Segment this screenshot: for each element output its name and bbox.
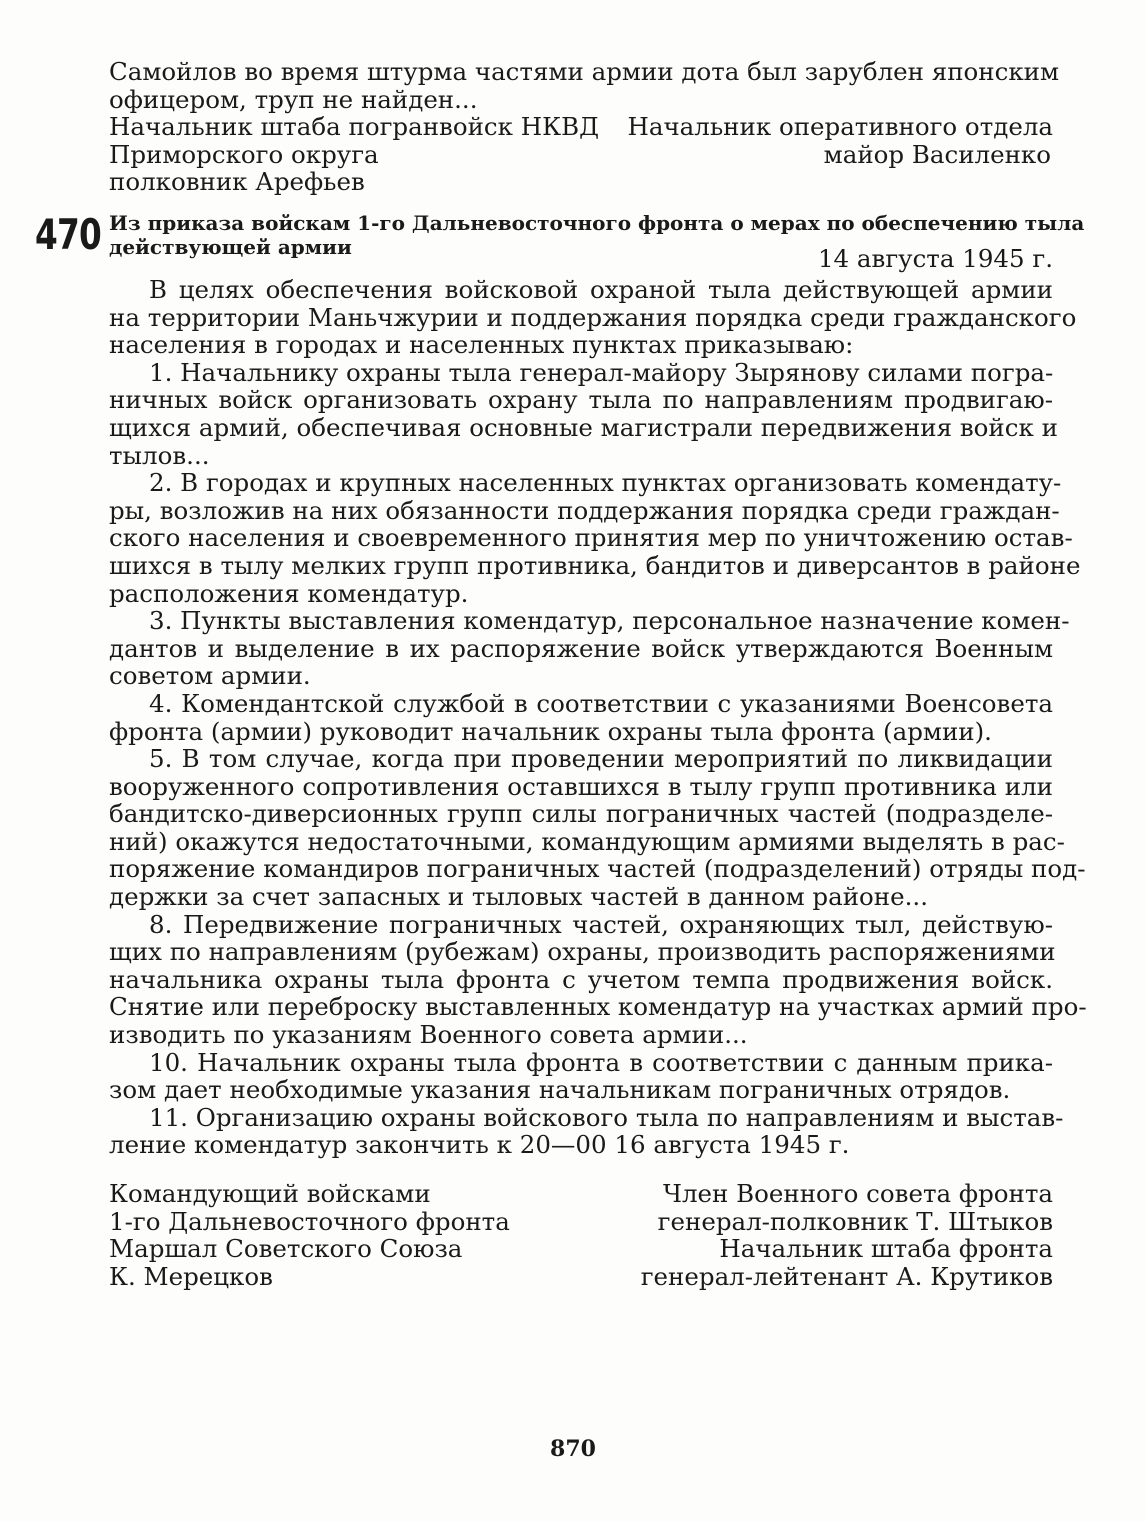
paragraph-line: 4. Комендантской службой в соответствии с указаниями Военсовета	[149, 688, 1053, 718]
paragraph-line: поряжение командиров пограничных частей (подразделений) отряды под-	[109, 854, 1086, 884]
document-signatures	[109, 1180, 1053, 1290]
paragraph-line: 5. В том случае, когда при проведении мероприятий по ликвидации	[149, 744, 1053, 774]
signature-right: майор Василенко	[823, 139, 1051, 169]
document-body	[109, 275, 1087, 1160]
paragraph-line: фронта (армии) руководит начальник охраны тыла фронта (армии).	[109, 716, 992, 746]
paragraph-line: 2. В городах и крупных населенных пунктах организовать комендату-	[149, 468, 1062, 498]
signature-row	[109, 113, 1053, 141]
paragraph-line: бандитско-диверсионных групп силы пограничных частей (подразделе-	[109, 799, 1053, 829]
signature-right: Начальник оперативного отдела	[627, 112, 1053, 142]
signature-left: Приморского округа	[109, 139, 379, 169]
signature-row	[109, 1180, 1053, 1208]
paragraph-line: Снятие или переброску выставленных комендатур на участках армий про-	[109, 992, 1087, 1022]
signature-row	[109, 1208, 1053, 1236]
signature-row	[109, 1263, 1053, 1291]
paragraph-line: населения в городах и населенных пунктах приказываю:	[109, 330, 854, 360]
text-line: Самойлов во время штурма частями армии дота был зарублен японским	[109, 57, 1060, 86]
paragraph-line: советом армии.	[109, 661, 311, 691]
signature-right: Начальник штаба фронта	[719, 1234, 1053, 1264]
signature-left: Командующий войсками	[109, 1179, 431, 1208]
document-number: 470	[35, 210, 102, 259]
paragraph-line: В целях обеспечения войсковой охраной тыла действующей армии	[149, 275, 1053, 304]
signature-left: К. Мерецков	[109, 1261, 273, 1291]
paragraph-line: на территории Маньчжурии и поддержания порядка среди гражданского	[109, 302, 1077, 332]
paragraph-line: зом дает необходимые указания начальникам пограничных отрядов.	[109, 1075, 1011, 1105]
signature-left: 1-го Дальневосточного фронта	[109, 1206, 510, 1236]
preceding-document-ending	[109, 57, 1060, 197]
signature-left: Начальник штаба погранвойск НКВД	[109, 112, 599, 142]
signature-left: Маршал Советского Союза	[109, 1234, 463, 1264]
signature-right: Член Военного совета фронта	[663, 1179, 1053, 1208]
paragraph-line: щих по направлениям (рубежам) охраны, производить распоряжениями	[109, 937, 1056, 967]
signature-right: генерал-полковник Т. Штыков	[657, 1206, 1053, 1236]
paragraph-line: ского населения и своевременного принятия мер по уничтожению остав-	[109, 523, 1073, 553]
paragraph-line: изводить по указаниям Военного совета армии...	[109, 1020, 748, 1050]
paragraph-line: 1. Начальнику охраны тыла генерал-майору Зырянову силами погра-	[149, 357, 1054, 387]
paragraph-line: шихся в тылу мелких групп противника, бандитов и диверсантов в районе	[109, 550, 1081, 580]
paragraph-line: щихся армий, обеспечивая основные магистрали передвижения войск и	[109, 412, 1058, 442]
paragraph-line: 8. Передвижение пограничных частей, охраняющих тыл, действую-	[149, 909, 1053, 939]
signature-row	[109, 168, 1053, 196]
paragraph-line: ление комендатур закончить к 20—00 16 августа 1945 г.	[109, 1130, 850, 1160]
paragraph-line: ний) окажутся недостаточными, командующим армиями выделять в рас-	[109, 826, 1065, 856]
signature-row	[109, 1235, 1053, 1263]
paragraph-line: дантов и выделение в их распоряжение войск утверждаются Военным	[109, 633, 1053, 663]
paragraph-line: ры, возложив на них обязанности поддержания порядка среди граждан-	[109, 495, 1060, 525]
signature-row	[109, 141, 1053, 169]
text-line: офицером, труп не найден...	[109, 84, 478, 114]
paragraph-line: 10. Начальник охраны тыла фронта в соответствии с данным прика-	[149, 1047, 1053, 1077]
paragraph-line: 11. Организацию охраны войскового тыла по направлениям и выстав-	[149, 1102, 1064, 1132]
paragraph-line: вооруженного сопротивления оставшихся в тылу групп противника или	[109, 771, 1053, 801]
page-number: 870	[550, 1436, 596, 1462]
paragraph-line: начальника охраны тыла фронта с учетом темпа продвижения войск.	[109, 964, 1053, 994]
paragraph-line: ничных войск организовать охрану тыла по направлениям продвигаю-	[109, 385, 1053, 415]
paragraph-line: тылов...	[109, 440, 210, 470]
signature-right: генерал-лейтенант А. Крутиков	[640, 1261, 1053, 1291]
heading-line: Из приказа войскам 1-го Дальневосточного фронта о мерах по обеспечению тыла	[109, 211, 1085, 235]
paragraph-line: 3. Пункты выставления комендатур, персональное назначение комен-	[149, 606, 1070, 636]
document-date: 14 августа 1945 г.	[817, 244, 1053, 273]
signature-left: полковник Арефьев	[109, 167, 365, 197]
paragraph-line: держки за счет запасных и тыловых частей в данном районе...	[109, 882, 928, 912]
heading-line: действующей армии	[109, 235, 352, 259]
paragraph-line: расположения комендатур.	[109, 578, 469, 608]
